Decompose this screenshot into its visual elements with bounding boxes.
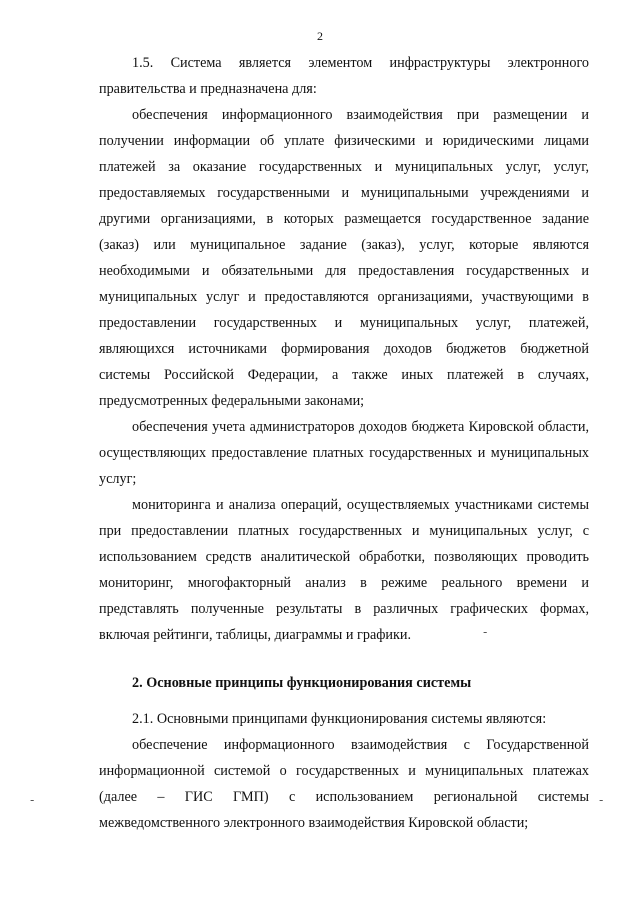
scan-artifact-dash: -: [30, 793, 35, 807]
paragraph-1-5: 1.5. Система является элементом инфраструктуры электронного правительства и предназначена для:: [99, 55, 589, 97]
page-number: 2: [317, 29, 323, 43]
paragraph-revenue-accounting: обеспечения учета администраторов доходов бюджета Кировской области, осуществляющих предоставление платных государственных и муниципальных услуг;: [99, 419, 589, 487]
scan-artifact-dash: -: [599, 793, 604, 807]
document-body: [99, 50, 589, 836]
paragraph-info-exchange: обеспечения информационного взаимодействия при размещении и получении информации об уплате физическими и юридическими лицами платежей за оказание государственных и муниципальных услуг, услуг, предоставляемых государственными и муниципальными учреждениями и другими организациями, в которых размещается государственное задание (заказ) или муниципальное задание (заказ), услуг, которые являются необходимыми и обязательными для предоставления государственных и муниципальных услуг и предоставляются организациями, участвующими в предоставлении государственных и муниципальных услуг, платежей, являющихся источниками формирования доходов бюджетов бюджетной системы Российской Федерации, а также иных платежей в случаях, предусмотренных федеральными законами;: [99, 107, 589, 409]
paragraph-2-1: 2.1. Основными принципами функционирования системы являются:: [132, 711, 547, 727]
paragraph-gis-gmp: обеспечение информационного взаимодействия с Государственной информационной системой о государственных и муниципальных платежах (далее – ГИС ГМП) с использованием региональной системы межведомственного электронного взаимодействия Кировской области;: [99, 737, 589, 831]
scan-artifact-dash: -: [483, 625, 488, 639]
section-heading: 2. Основные принципы функционирования системы: [132, 675, 472, 691]
paragraph-monitoring: мониторинга и анализа операций, осуществляемых участниками системы при предоставлении платных государственных и муниципальных услуг, с использованием средств аналитической обработки, позволяющих проводить мониторинг, многофакторный анализ в режиме реального времени и представлять полученные результаты в различных графических формах, включая рейтинги, таблицы, диаграммы и графики.: [99, 497, 589, 643]
